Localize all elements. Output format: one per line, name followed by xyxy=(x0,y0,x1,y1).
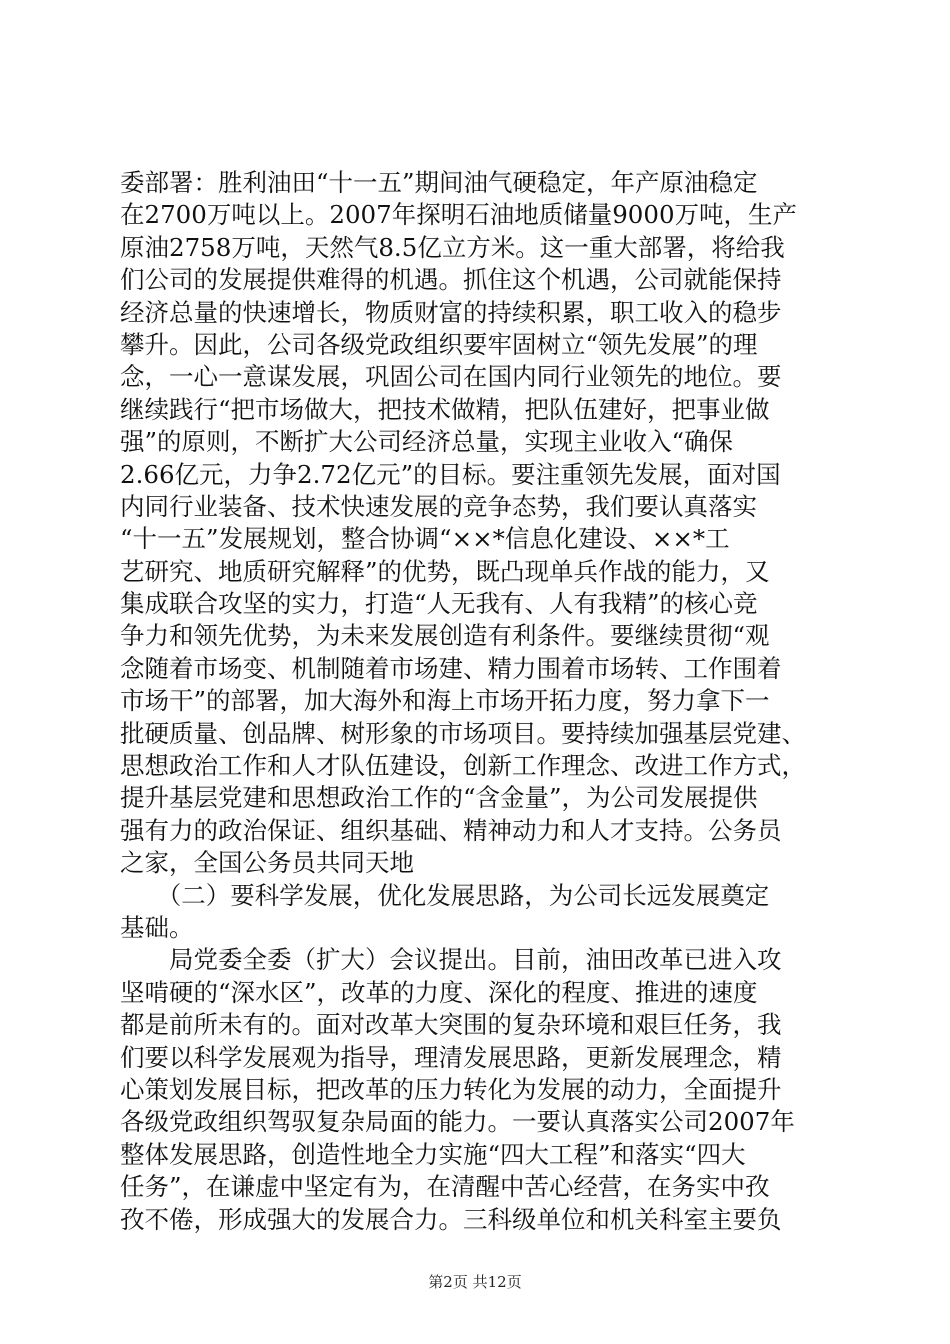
text-line: 孜不倦，形成强大的发展合力。三科级单位和机关科室主要负 xyxy=(120,1204,782,1234)
text-line: 强”的原则，不断扩大公司经济总量，实现主业收入“确保 xyxy=(120,427,734,457)
text-line: 集成联合攻坚的实力，打造“人无我有、人有我精”的核心竞 xyxy=(120,589,758,619)
text-line: 攀升。因此，公司各级党政组织要牢固树立“领先发展”的理 xyxy=(120,329,758,359)
text-line: 们公司的发展提供难得的机遇。抓住这个机遇，公司就能保持 xyxy=(120,265,782,295)
text-line: 内同行业装备、技术快速发展的竞争态势，我们要认真落实 xyxy=(120,491,757,521)
document-body xyxy=(120,167,836,1236)
text-line: 心策划发展目标，把改革的压力转化为发展的动力，全面提升 xyxy=(120,1074,782,1104)
text-line: 任务”，在谦虚中坚定有为，在清醒中苦心经营，在务实中孜 xyxy=(120,1172,770,1202)
section-heading-line: 基础。 xyxy=(120,912,194,942)
text-line: 各级党政组织驾驭复杂局面的能力。一要认真落实公司2007年 xyxy=(120,1107,795,1137)
text-line: 委部署：胜利油田“十一五”期间油气硬稳定，年产原油稳定 xyxy=(120,168,758,197)
text-line: 都是前所未有的。面对改革大突围的复杂环境和艰巨任务，我 xyxy=(120,1010,782,1040)
text-line: 念随着市场变、机制随着市场建、精力围着市场转、工作围着 xyxy=(120,653,782,683)
text-line: 市场干”的部署，加大海外和海上市场开拓力度，努力拿下一 xyxy=(120,686,770,716)
text-line: 艺研究、地质研究解释”的优势，既凸现单兵作战的能力，又 xyxy=(120,556,770,586)
text-line: 经济总量的快速增长，物质财富的持续积累，职工收入的稳步 xyxy=(120,297,782,327)
text-line: 继续践行“把市场做大，把技术做精，把队伍建好，把事业做 xyxy=(120,394,770,424)
text-line: 批硬质量、创品牌、树形象的市场项目。要持续加强基层党建、 xyxy=(120,718,806,748)
text-line: “十一五”发展规划，整合协调“××*信息化建设、××*工 xyxy=(120,524,730,554)
text-line: 2.66亿元，力争2.72亿元”的目标。要注重领先发展，面对国 xyxy=(120,459,781,489)
text-line: 之家，全国公务员共同天地 xyxy=(120,848,414,878)
text-line: 强有力的政治保证、组织基础、精神动力和人才支持。公务员 xyxy=(120,815,782,845)
text-line: 提升基层党建和思想政治工作的“含金量”，为公司发展提供 xyxy=(120,783,758,813)
text-line: 整体发展思路，创造性地全力实施“四大工程”和落实“四大 xyxy=(120,1139,746,1169)
text-line: 在2700万吨以上。2007年探明石油地质储量9000万吨，生产 xyxy=(120,200,798,230)
section-heading-line: （二）要科学发展，优化发展思路，为公司长远发展奠定 xyxy=(120,880,770,910)
text-line: 原油2758万吨，天然气8.5亿立方米。这一重大部署，将给我 xyxy=(120,232,785,262)
text-line: 们要以科学发展观为指导，理清发展思路，更新发展理念，精 xyxy=(120,1042,782,1072)
text-line: 坚啃硬的“深水区”，改革的力度、深化的程度、推进的速度 xyxy=(120,977,758,1007)
text-line: 争力和领先优势，为未来发展创造有利条件。要继续贯彻“观 xyxy=(120,621,770,651)
text-line: 念，一心一意谋发展，巩固公司在国内同行业领先的地位。要 xyxy=(120,362,782,392)
page-number-footer: 第2页 共12页 xyxy=(428,1273,522,1291)
text-line: 局党委全委（扩大）会议提出。目前，油田改革已进入攻 xyxy=(120,945,782,975)
text-line: 思想政治工作和人才队伍建设，创新工作理念、改进工作方式， xyxy=(120,751,806,781)
